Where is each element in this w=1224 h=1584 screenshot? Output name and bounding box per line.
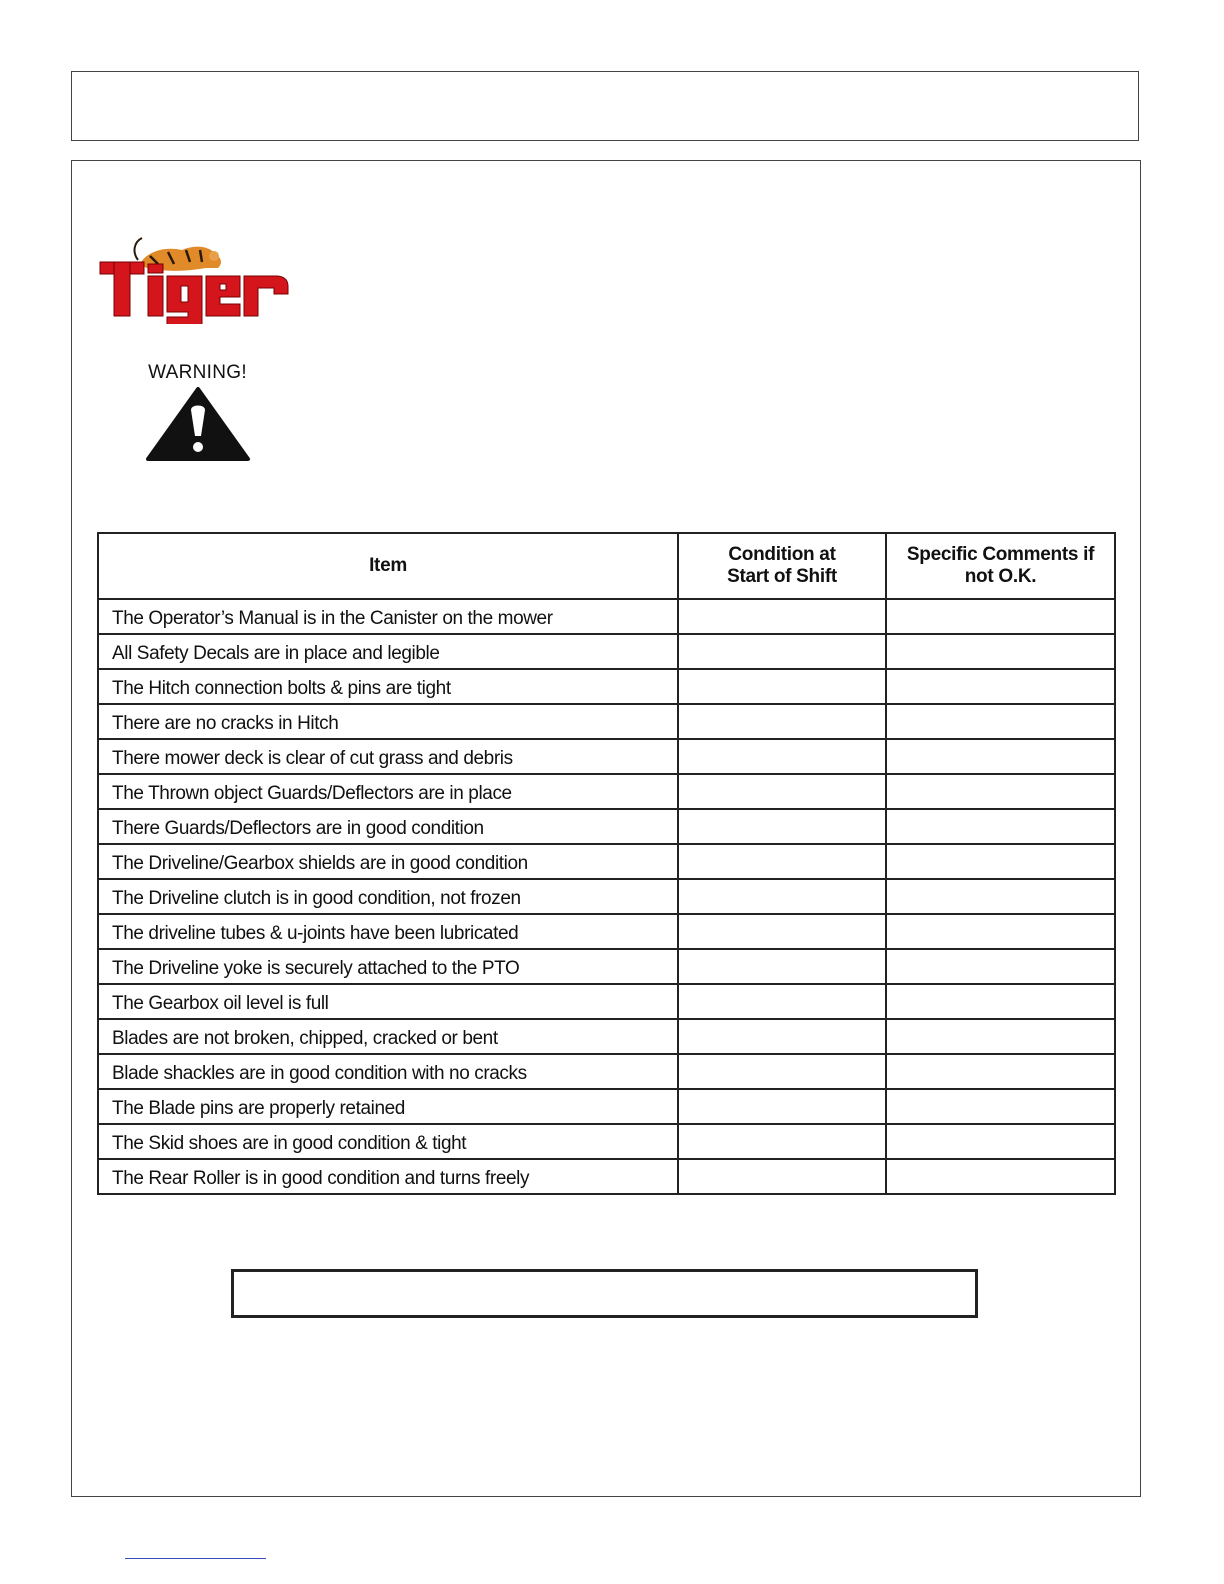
condition-cell[interactable] xyxy=(678,1089,886,1124)
condition-cell[interactable] xyxy=(678,669,886,704)
checklist-item: The Driveline/Gearbox shields are in good condition xyxy=(98,844,678,879)
table-header-row xyxy=(98,533,1115,599)
comments-cell[interactable] xyxy=(886,1089,1115,1124)
table-row xyxy=(98,634,1115,669)
header-condition-text: Condition at Start of Shift xyxy=(727,544,837,587)
table-row xyxy=(98,599,1115,634)
comments-cell[interactable] xyxy=(886,634,1115,669)
checklist-item: The Gearbox oil level is full xyxy=(98,984,678,1019)
tiger-animal-icon xyxy=(135,238,221,271)
condition-cell[interactable] xyxy=(678,844,886,879)
table-row xyxy=(98,984,1115,1019)
checklist-item: Blades are not broken, chipped, cracked or bent xyxy=(98,1019,678,1054)
table-row xyxy=(98,1124,1115,1159)
checklist-item: The Skid shoes are in good condition & tight xyxy=(98,1124,678,1159)
checklist-item: Blade shackles are in good condition with no cracks xyxy=(98,1054,678,1089)
table-row xyxy=(98,739,1115,774)
tiger-wordmark xyxy=(100,262,288,324)
condition-cell[interactable] xyxy=(678,1054,886,1089)
checklist-item: The Operator’s Manual is in the Canister on the mower xyxy=(98,599,678,634)
condition-cell[interactable] xyxy=(678,1019,886,1054)
comments-cell[interactable] xyxy=(886,669,1115,704)
signature-box xyxy=(231,1269,978,1318)
table-row xyxy=(98,879,1115,914)
comments-cell[interactable] xyxy=(886,1124,1115,1159)
comments-cell[interactable] xyxy=(886,809,1115,844)
header-box xyxy=(71,71,1139,141)
comments-cell[interactable] xyxy=(886,914,1115,949)
comments-cell[interactable] xyxy=(886,1159,1115,1194)
warning-block xyxy=(140,362,255,467)
comments-cell[interactable] xyxy=(886,704,1115,739)
table-row xyxy=(98,1159,1115,1194)
table-row xyxy=(98,809,1115,844)
checklist-item: The Driveline clutch is in good condition, not frozen xyxy=(98,879,678,914)
comments-cell[interactable] xyxy=(886,599,1115,634)
tiger-logo xyxy=(98,234,294,324)
condition-cell[interactable] xyxy=(678,599,886,634)
checklist-item: There Guards/Deflectors are in good condition xyxy=(98,809,678,844)
checklist-item: The Thrown object Guards/Deflectors are in place xyxy=(98,774,678,809)
condition-cell[interactable] xyxy=(678,774,886,809)
checklist-item: All Safety Decals are in place and legible xyxy=(98,634,678,669)
header-condition xyxy=(678,533,886,599)
condition-cell[interactable] xyxy=(678,879,886,914)
checklist-item: There mower deck is clear of cut grass and debris xyxy=(98,739,678,774)
checklist-item: The driveline tubes & u-joints have been lubricated xyxy=(98,914,678,949)
table-row xyxy=(98,669,1115,704)
table-row xyxy=(98,704,1115,739)
comments-cell[interactable] xyxy=(886,1019,1115,1054)
header-item: Item xyxy=(98,533,678,599)
warning-triangle-icon xyxy=(145,386,251,462)
footer-link-underline xyxy=(125,1558,266,1559)
comments-cell[interactable] xyxy=(886,879,1115,914)
checklist-item: The Driveline yoke is securely attached to the PTO xyxy=(98,949,678,984)
condition-cell[interactable] xyxy=(678,739,886,774)
condition-cell[interactable] xyxy=(678,634,886,669)
comments-cell[interactable] xyxy=(886,739,1115,774)
comments-cell[interactable] xyxy=(886,984,1115,1019)
comments-cell[interactable] xyxy=(886,949,1115,984)
header-comments-text: Specific Comments if not O.K. xyxy=(906,544,1095,587)
checklist-item: There are no cracks in Hitch xyxy=(98,704,678,739)
comments-cell[interactable] xyxy=(886,1054,1115,1089)
condition-cell[interactable] xyxy=(678,914,886,949)
checklist-item: The Hitch connection bolts & pins are tight xyxy=(98,669,678,704)
comments-cell[interactable] xyxy=(886,844,1115,879)
header-comments xyxy=(886,533,1115,599)
checklist-item: The Rear Roller is in good condition and turns freely xyxy=(98,1159,678,1194)
table-row xyxy=(98,949,1115,984)
condition-cell[interactable] xyxy=(678,704,886,739)
checklist-item: The Blade pins are properly retained xyxy=(98,1089,678,1124)
condition-cell[interactable] xyxy=(678,809,886,844)
table-row xyxy=(98,1054,1115,1089)
pre-operation-checklist-table xyxy=(97,532,1116,1195)
table-row xyxy=(98,1019,1115,1054)
condition-cell[interactable] xyxy=(678,1124,886,1159)
table-row xyxy=(98,844,1115,879)
comments-cell[interactable] xyxy=(886,774,1115,809)
condition-cell[interactable] xyxy=(678,949,886,984)
condition-cell[interactable] xyxy=(678,1159,886,1194)
condition-cell[interactable] xyxy=(678,984,886,1019)
warning-label: WARNING! xyxy=(148,362,247,383)
table-row xyxy=(98,774,1115,809)
table-row xyxy=(98,914,1115,949)
table-row xyxy=(98,1089,1115,1124)
